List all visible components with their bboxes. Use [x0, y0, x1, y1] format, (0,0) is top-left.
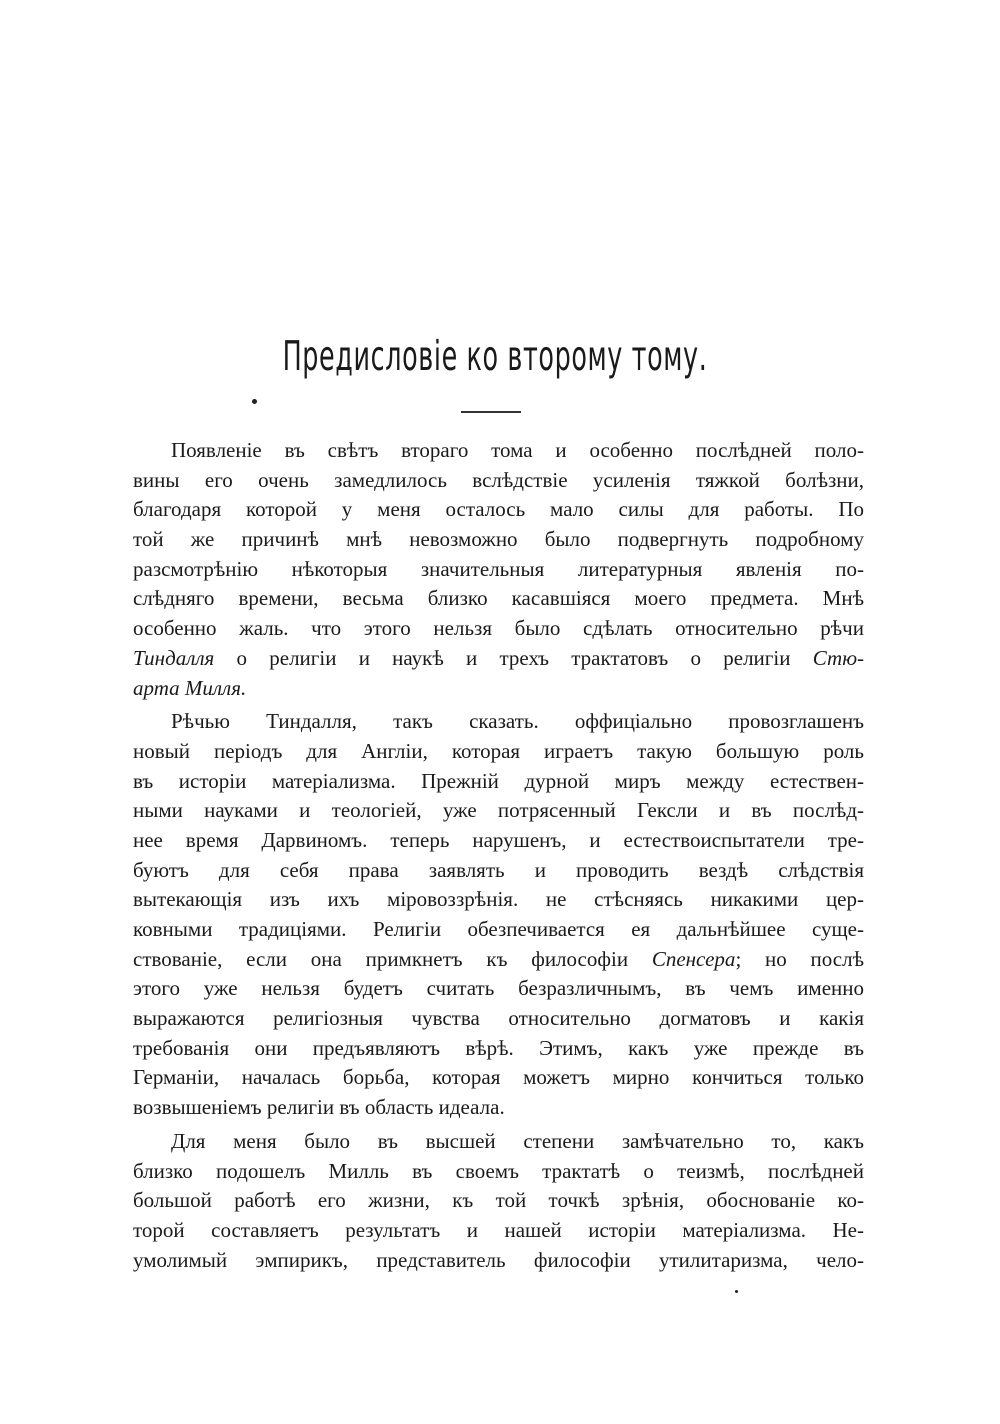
- ink-speck: [735, 1290, 738, 1293]
- text-line: этого уже нельзя будетъ считать безразличнымъ, въ чемъ именно: [133, 976, 864, 1001]
- text-line: Появленіе въ свѣтъ втораго тома и особенно послѣдней поло-: [171, 438, 864, 462]
- text-line: Германіи, началась борьба, которая можетъ мирно кончиться только: [133, 1065, 864, 1090]
- text-line: слѣдняго времени, весьма близко касавшіяся моего предмета. Мнѣ: [133, 586, 864, 611]
- text-line: ковными традиціями. Религіи обезпечивается ея дальнѣйшее суще-: [133, 917, 864, 941]
- text-line: торой составляетъ результатъ и нашей исторіи матеріализма. Не-: [133, 1217, 864, 1242]
- text-line: особенно жаль. что этого нельзя было сдѣлать относительно рѣчи: [133, 616, 864, 641]
- body-text: [133, 436, 864, 1275]
- text-line: той же причинѣ мнѣ невозможно было подвергнуть подробному: [133, 527, 864, 552]
- text-line: выражаются религіозныя чувства относительно догматовъ и какія: [133, 1006, 864, 1031]
- text-line: новый періодъ для Англіи, которая играетъ такую большую роль: [133, 738, 864, 763]
- text-line: Тиндалля о религіи и наукѣ и трехъ трактатовъ о религіи Стю-: [133, 645, 864, 670]
- text-line: возвышеніемъ религіи въ область идеала.: [133, 1095, 505, 1120]
- text-line: благодаря которой у меня осталось мало силы для работы. По: [133, 497, 864, 522]
- title-divider: [461, 411, 521, 413]
- text-line: ствованіе, если она примкнетъ къ философіи Спенсера; но послѣ: [133, 946, 864, 971]
- text-line: вины его очень замедлилось вслѣдствіе усиленія тяжкой болѣзни,: [133, 467, 864, 492]
- text-line: Для меня было въ высшей степени замѣчательно то, какъ: [171, 1128, 864, 1153]
- text-line: разсмотрѣнію нѣкоторыя значительныя литературныя явленія по-: [133, 556, 864, 581]
- ink-speck: [252, 399, 257, 404]
- text-line: арта Милля.: [133, 675, 247, 700]
- text-line: буютъ для себя права заявлять и проводить вездѣ слѣдствія: [133, 857, 864, 882]
- text-line: Рѣчью Тиндалля, такъ сказать. оффиціально провозглашенъ: [171, 709, 864, 734]
- text-line: нее время Дарвиномъ. теперь нарушенъ, и естествоиспытатели тре-: [133, 827, 864, 852]
- text-line: требованія они предъявляютъ вѣрѣ. Этимъ, какъ уже прежде въ: [133, 1035, 864, 1060]
- text-line: ными науками и теологіей, уже потрясенный Гексли и въ послѣд-: [133, 798, 864, 823]
- text-line: близко подошелъ Милль въ своемъ трактатѣ о теизмѣ, послѣдней: [133, 1158, 864, 1183]
- text-line: въ исторіи матеріализма. Прежній дурной миръ между естествен-: [133, 768, 864, 793]
- text-line: вытекающія изъ ихъ міровоззрѣнія. не стѣсняясь никакими цер-: [133, 887, 864, 912]
- text-line: большой работѣ его жизни, къ той точкѣ зрѣнія, обоснованіе ко-: [133, 1188, 864, 1213]
- text-line: умолимый эмпирикъ, представитель философіи утилитаризма, чело-: [133, 1247, 864, 1272]
- page-title: Предисловіе ко второму тому.: [282, 332, 708, 380]
